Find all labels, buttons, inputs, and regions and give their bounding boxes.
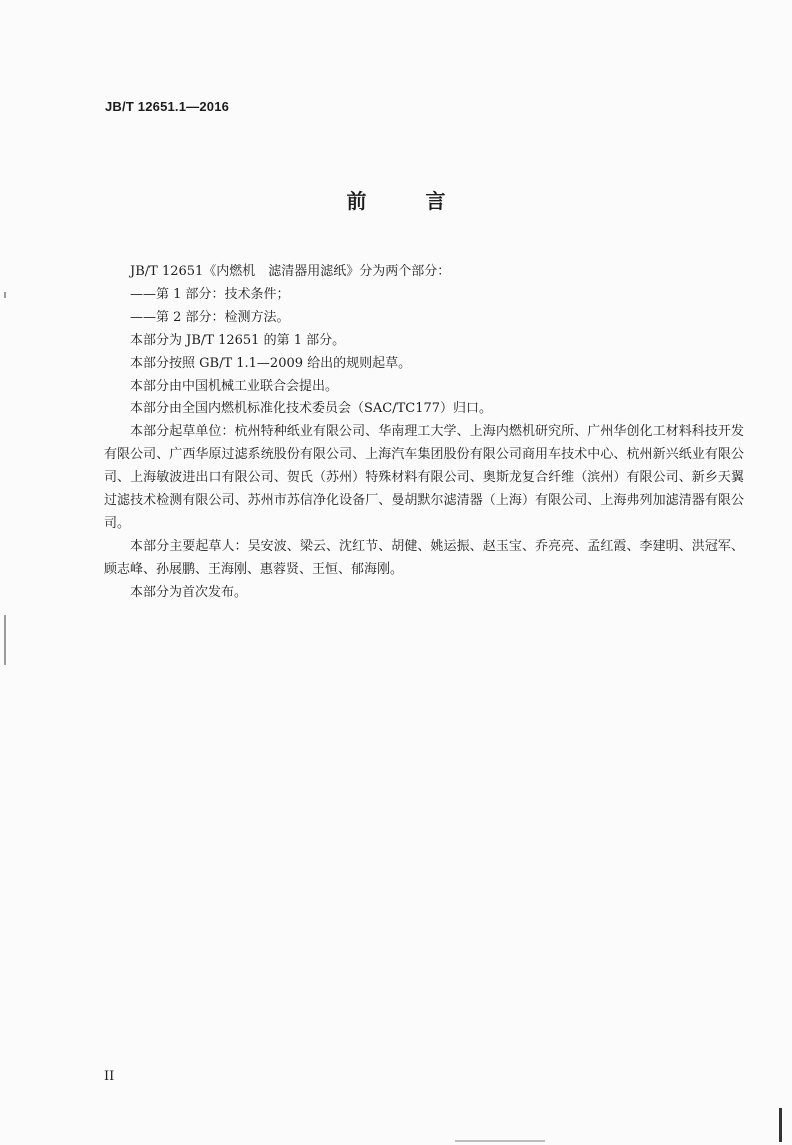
foreword-body (104, 261, 744, 605)
scan-edge-mark (455, 1140, 545, 1142)
list-item: ——第 2 部分：检测方法。 (130, 309, 290, 325)
paragraph: 本部分由中国机械工业联合会提出。 (130, 378, 339, 394)
paragraph: 本部分起草单位：杭州特种纸业有限公司、华南理工大学、上海内燃机研究所、广州华创化工材料科技开发有限公司、广西华原过滤系统股份有限公司、上海汽车集团股份有限公司商用车技术中心、杭州新兴纸业有限公司、上海敏波进出口有限公司、贺氏（苏州）特殊材料有限公司、奥斯龙复合纤维（滨州）有限公司、新乡天翼过滤技术检测有限公司、苏州市苏信净化设备厂、曼胡默尔滤清器（上海）有限公司、上海弗列加滤清器有限公司。 (104, 424, 744, 531)
paragraph: 本部分为 JB/T 12651 的第 1 部分。 (130, 332, 346, 348)
paragraph: JB/T 12651《内燃机 滤清器用滤纸》分为两个部分： (130, 264, 451, 279)
scan-edge-mark (4, 615, 6, 665)
paragraph: 本部分按照 GB/T 1.1—2009 给出的规则起草。 (130, 355, 412, 371)
page-number: II (104, 1069, 115, 1084)
page-title: 前 言 (346, 189, 472, 213)
scan-edge-mark (4, 292, 6, 298)
paragraph: 本部分为首次发布。 (130, 584, 248, 600)
list-item: ——第 1 部分：技术条件； (130, 286, 290, 302)
paragraph: 本部分主要起草人：吴安波、梁云、沈红节、胡健、姚运振、赵玉宝、乔亮亮、孟红霞、李建明、洪冠军、顾志峰、孙展鹏、王海刚、惠蓉贤、王恒、郁海刚。 (104, 538, 744, 577)
document-code: JB/T 12651.1—2016 (105, 99, 230, 114)
paragraph: 本部分由全国内燃机标准化技术委员会（SAC/TC177）归口。 (130, 401, 493, 417)
scan-edge-mark (779, 1108, 782, 1142)
